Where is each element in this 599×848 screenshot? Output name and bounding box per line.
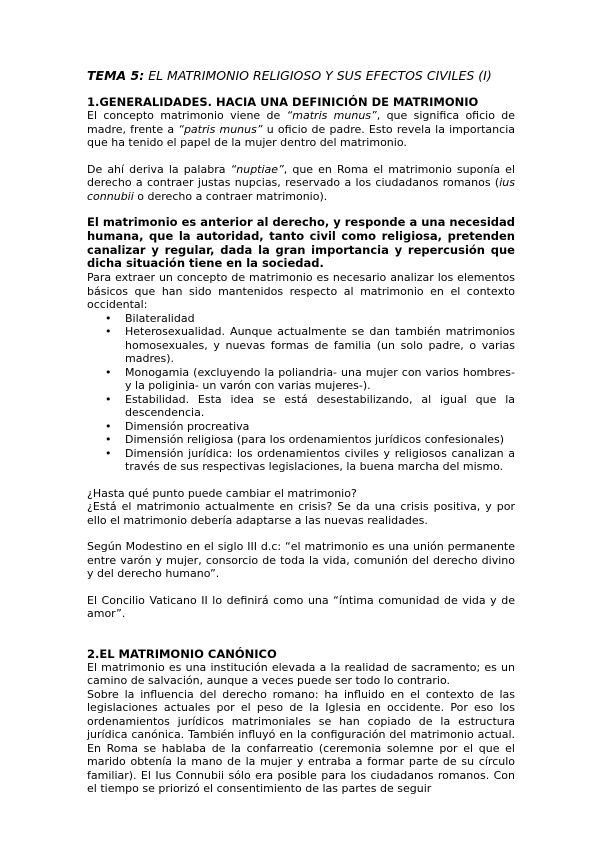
list-item: • Bilateralidad [125,312,515,326]
list-item: • Heterosexualidad. Aunque actualmente se dan también matrimonios homosexuales, y nuevas formas de familia (un solo padre, o varias madres). [125,325,515,366]
paragraph-nuptiae: De ahí deriva la palabra “nuptiae”, que en Roma el matrimonio suponía el derecho a contraer justas nupcias, reservado a los ciudadanos romanos (ius connubii o derecho a contraer matrimonio). [87,162,515,203]
list-item: • Monogamia (excluyendo la poliandria- una mujer con varios hombres- y la poliginia- un varón con varias mujeres-). [125,366,515,393]
document-page [87,68,515,796]
question-1: ¿Hasta qué punto puede cambiar el matrimonio? [87,486,357,500]
paragraph-elements-intro: Para extraer un concepto de matrimonio es necesario analizar los elementos básicos que han sido mantenidos respecto al matrimonio en el contexto occidental: [87,271,515,312]
paragraph-derecho-romano: Sobre la influencia del derecho romano: ha influido en el contexto de las legislaciones actuales por el peso de la Iglesia en occidente. Por eso los ordenamientos jurídicos matrimoniales se han copiado de la estructura jurídica canónica. También influyó en la configuración del matrimonio actual. En Roma se hablaba de la confarreatio (ceremonia solemne por el que el marido obtenía la mano de la mujer y entraba a formar parte de su círculo familiar). El Ius Connubii sólo era posible para los ciudadanos romanos. Con el tiempo se priorizó el consentimiento de las partes de seguir [87,687,515,796]
list-item: • Estabilidad. Esta idea se está desestabilizando, al igual que la descendencia. [125,393,515,420]
list-item: • Dimensión religiosa (para los ordenamientos jurídicos confesionales) [125,433,515,447]
page-title [87,68,515,83]
elements-list [87,312,515,474]
paragraph-vaticano: El Concilio Vaticano II lo definirá como una “íntima comunidad de vida y de amor”. [87,593,515,621]
title-text: EL MATRIMONIO RELIGIOSO Y SUS EFECTOS CIVILES (I) [144,68,492,83]
bold-paragraph: El matrimonio es anterior al derecho, y responde a una necesidad humana, que la autoridad, tanto civil como religiosa, pretenden canalizar y regular, dada la gran importancia y repercusión que dicha situación tiene en la sociedad. [87,215,515,271]
section-2-heading: 2.EL MATRIMONIO CANÓNICO [87,646,277,661]
list-item: • Dimensión procreativa [125,420,515,434]
question-2: ¿Está el matrimonio actualmente en crisis? Se da una crisis positiva, y por ello el matrimonio debería adaptarse a las nuevas realidades. [87,500,515,527]
list-item: • Dimensión jurídica: los ordenamientos civiles y religiosos canalizan a través de sus respectivas legislaciones, la buena marcha del mismo. [125,447,515,474]
title-prefix: TEMA 5: [87,68,145,83]
paragraph-sacramento: El matrimonio es una institución elevada a la realidad de sacramento; es un camino de salvación, aunque a veces puede ser todo lo contrario. [87,660,515,688]
paragraph-etymology: El concepto matrimonio viene de “matris munus”, que significa oficio de madre, frente a “patris munus” u oficio de padre. Esto revela la importancia que ha tenido el papel de la mujer dentro del matrimonio. [87,109,516,149]
section-1-heading: 1.GENERALIDADES. HACIA UNA DEFINICIÓN DE MATRIMONIO [87,95,479,109]
paragraph-modestino: Según Modestino en el siglo III d.c: “el matrimonio es una unión permanente entre varón y mujer, consorcio de toda la vida, comunión del derecho divino y del derecho humano”. [87,540,515,581]
